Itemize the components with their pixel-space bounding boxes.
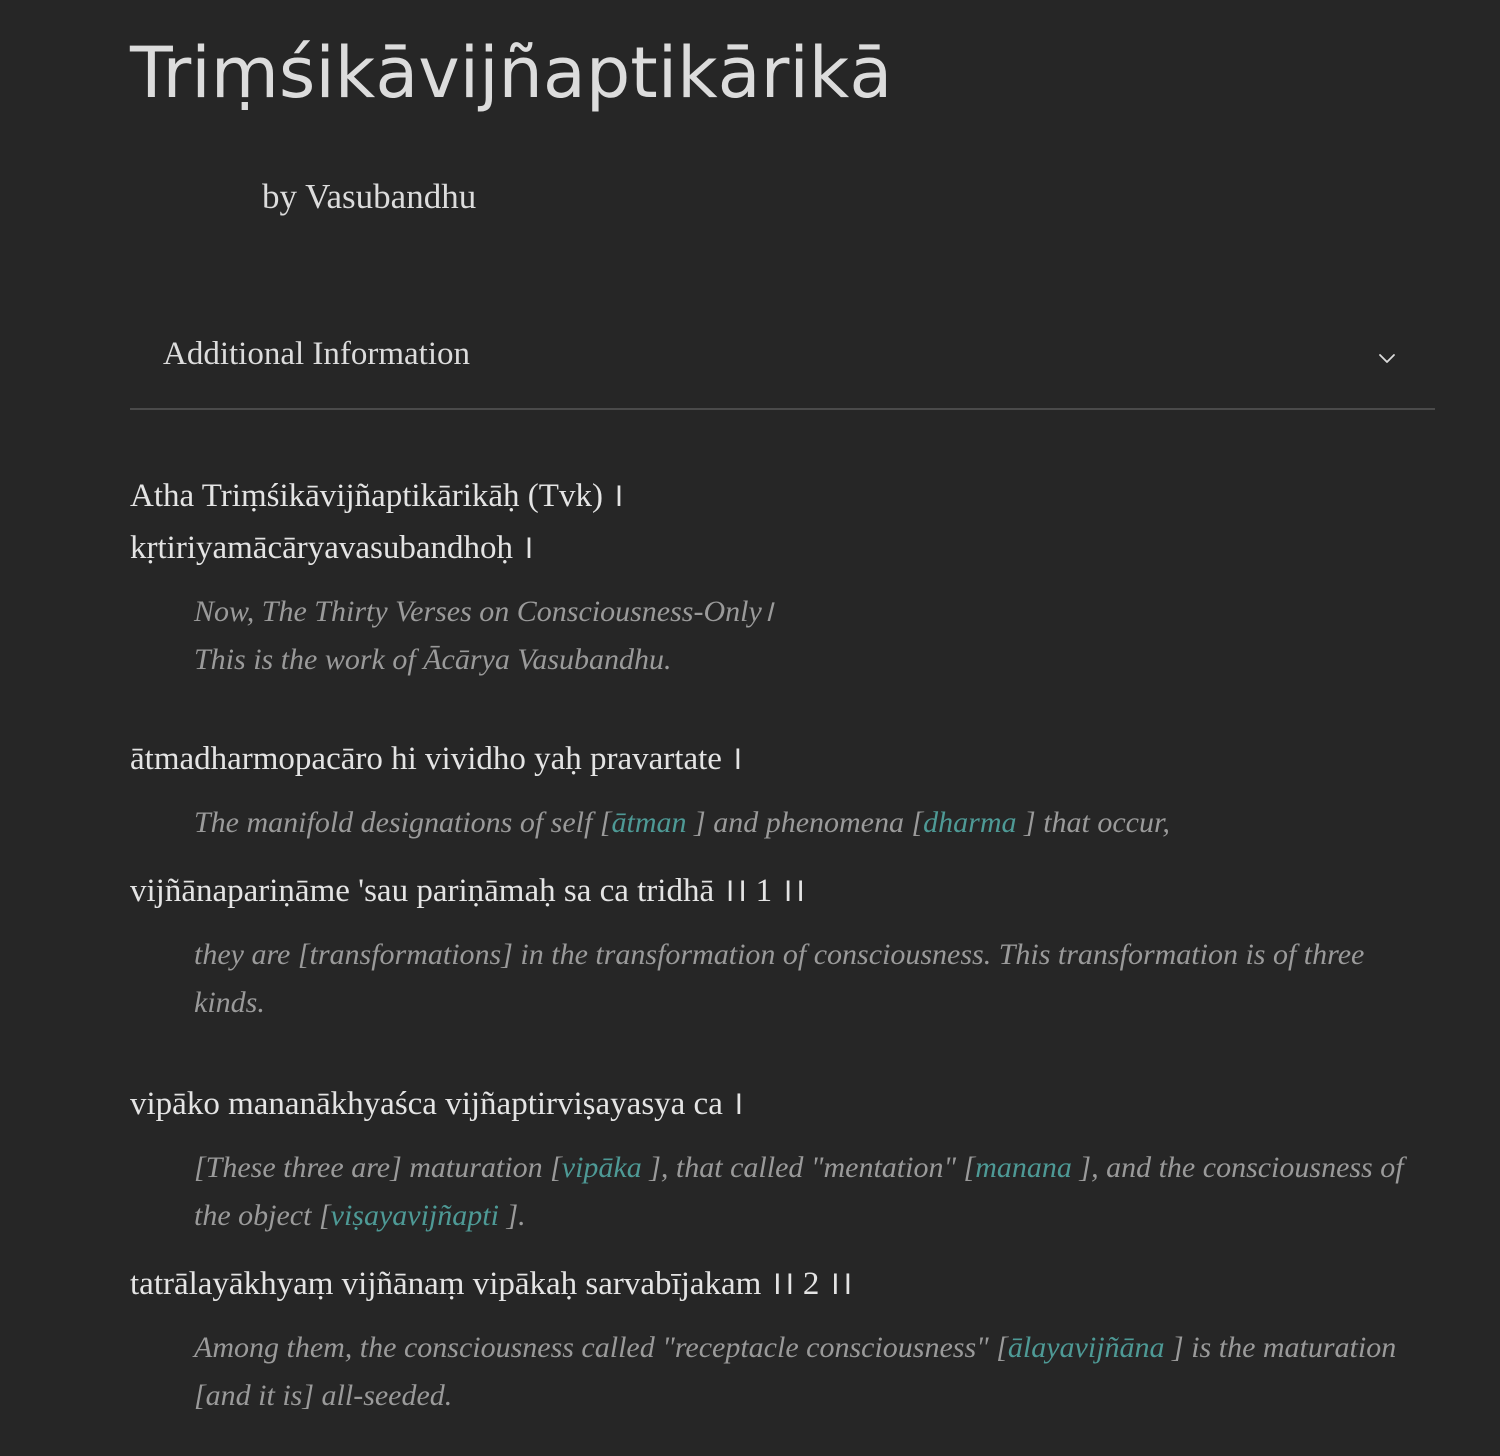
- verse-2: [130, 1078, 1430, 1420]
- term-link[interactable]: dharma: [923, 806, 1017, 839]
- additional-information-accordion[interactable]: [130, 322, 1435, 410]
- translation-text: ] and phenomena [: [686, 806, 924, 839]
- translation-text: ], that called "mentation" [: [641, 1151, 976, 1184]
- sanskrit-line: kṛtiriyamācāryavasubandhoḥ ।: [130, 530, 534, 566]
- translation-text: Among them, the consciousness called "receptacle consciousness" [: [194, 1331, 1008, 1364]
- sanskrit-line: ātmadharmopacāro hi vividho yaḥ pravartate ।: [130, 741, 743, 777]
- translation-text: The manifold designations of self [: [194, 806, 612, 839]
- translation-line: [130, 1324, 1430, 1420]
- accordion-label: Additional Information: [163, 336, 471, 372]
- sanskrit-line: tatrālayākhyaṃ vijñānaṃ vipākaḥ sarvabījakam ।। 2 ।।: [130, 1266, 853, 1302]
- term-link[interactable]: viṣayavijñapti: [330, 1199, 499, 1232]
- chevron-down-icon[interactable]: [1377, 348, 1397, 368]
- translation-line: Now, The Thirty Verses on Consciousness-Only।: [194, 595, 774, 628]
- term-link[interactable]: ātman: [611, 806, 687, 839]
- translation-line: This is the work of Ācārya Vasubandhu.: [194, 643, 672, 676]
- sanskrit-line: vijñānapariṇāme 'sau pariṇāmaḥ sa ca tridhā ।। 1 ।।: [130, 873, 806, 909]
- sanskrit-line: vipāko mananākhyaśca vijñaptirviṣayasya ca ।: [130, 1086, 744, 1122]
- translation-line: [130, 1144, 1430, 1240]
- author-byline: by Vasubandhu: [262, 177, 477, 216]
- translation-text: ], and the consciousness of the object [: [194, 1151, 1404, 1232]
- sanskrit-line: Atha Triṃśikāvijñaptikārikāḥ (Tvk) ।: [130, 478, 624, 514]
- translation-line: [130, 799, 1430, 847]
- translation-line: they are [transformations] in the transformation of consciousness. This transformation is of three kinds.: [194, 938, 1365, 1019]
- term-link[interactable]: ālayavijñāna: [1007, 1331, 1165, 1364]
- translation-text: ] that occur,: [1016, 806, 1170, 839]
- verse-1: [130, 733, 1430, 1027]
- translation-text: ] is the maturation [and it is] all-seeded.: [194, 1331, 1397, 1412]
- page-title: Triṃśikāvijñaptikārikā: [130, 32, 893, 114]
- intro-block: [130, 470, 1430, 684]
- translation-text: [These three are] maturation [: [194, 1151, 562, 1184]
- translation-text: ].: [498, 1199, 526, 1232]
- term-link[interactable]: vipāka: [561, 1151, 642, 1184]
- term-link[interactable]: manana: [975, 1151, 1072, 1184]
